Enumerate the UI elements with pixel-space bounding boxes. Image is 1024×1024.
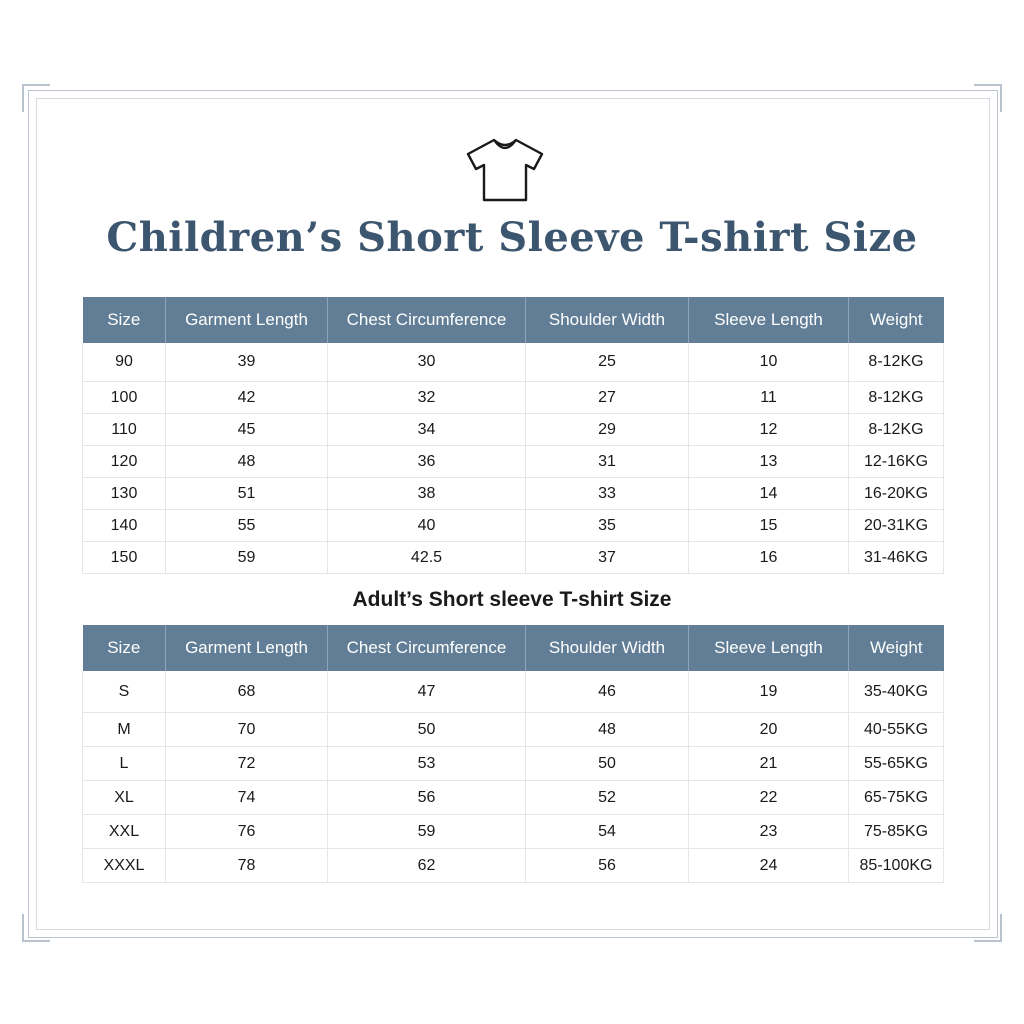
table-header-row	[83, 625, 944, 671]
table-cell: 76	[166, 815, 328, 849]
table-cell: 55-65KG	[849, 747, 944, 781]
table-cell: 140	[83, 510, 166, 542]
table-cell: 22	[689, 781, 849, 815]
table-row	[83, 446, 944, 478]
corner-ornament-top-right	[974, 84, 1002, 112]
table-cell: 46	[526, 671, 689, 713]
table-cell: 35-40KG	[849, 671, 944, 713]
table-cell: 15	[689, 510, 849, 542]
table-cell: 25	[526, 343, 689, 382]
table-cell: 70	[166, 713, 328, 747]
table-cell: 27	[526, 382, 689, 414]
table-cell: 90	[83, 343, 166, 382]
table-cell: 24	[689, 849, 849, 883]
table-row	[83, 671, 944, 713]
column-header: Weight	[849, 625, 944, 671]
table-cell: 110	[83, 414, 166, 446]
section-subtitle: Adult’s Short sleeve T-shirt Size	[352, 588, 672, 611]
table-cell: 33	[526, 478, 689, 510]
table-cell: 75-85KG	[849, 815, 944, 849]
table-cell: 34	[328, 414, 526, 446]
page-title: Children’s Short Sleeve T-shirt Size	[106, 214, 918, 261]
table-cell: 59	[166, 542, 328, 574]
table-row	[83, 343, 944, 382]
children-size-table	[82, 297, 944, 574]
column-header: Sleeve Length	[689, 625, 849, 671]
table-cell: 36	[328, 446, 526, 478]
column-header: Chest Circumference	[328, 625, 526, 671]
table-cell: 120	[83, 446, 166, 478]
table-row	[83, 815, 944, 849]
table-cell: 50	[526, 747, 689, 781]
table-cell: 40-55KG	[849, 713, 944, 747]
table-cell: 150	[83, 542, 166, 574]
table-cell: 130	[83, 478, 166, 510]
table-cell: 16	[689, 542, 849, 574]
table-cell: 12	[689, 414, 849, 446]
table-cell: 31-46KG	[849, 542, 944, 574]
table-cell: 20-31KG	[849, 510, 944, 542]
table-cell: 56	[526, 849, 689, 883]
table-row	[83, 478, 944, 510]
table-cell: XL	[83, 781, 166, 815]
table-cell: 48	[166, 446, 328, 478]
table-cell: 8-12KG	[849, 382, 944, 414]
table-cell: 12-16KG	[849, 446, 944, 478]
corner-ornament-bottom-left	[22, 914, 50, 942]
table-cell: L	[83, 747, 166, 781]
column-header: Garment Length	[166, 625, 328, 671]
table-cell: 59	[328, 815, 526, 849]
table-cell: 11	[689, 382, 849, 414]
table-row	[83, 542, 944, 574]
adult-size-table	[82, 625, 944, 883]
table-cell: 8-12KG	[849, 414, 944, 446]
table-cell: 39	[166, 343, 328, 382]
table-cell: 51	[166, 478, 328, 510]
corner-ornament-top-left	[22, 84, 50, 112]
table-cell: 14	[689, 478, 849, 510]
table-cell: 45	[166, 414, 328, 446]
column-header: Size	[83, 297, 166, 343]
column-header: Shoulder Width	[526, 297, 689, 343]
table-cell: 52	[526, 781, 689, 815]
table-cell: 21	[689, 747, 849, 781]
table-cell: 100	[83, 382, 166, 414]
table-cell: 23	[689, 815, 849, 849]
table-cell: 53	[328, 747, 526, 781]
table-cell: 19	[689, 671, 849, 713]
table-cell: 38	[328, 478, 526, 510]
table-cell: M	[83, 713, 166, 747]
column-header: Size	[83, 625, 166, 671]
table-cell: 65-75KG	[849, 781, 944, 815]
table-cell: 78	[166, 849, 328, 883]
table-row	[83, 510, 944, 542]
table-cell: 13	[689, 446, 849, 478]
table-cell: 74	[166, 781, 328, 815]
tshirt-icon	[464, 136, 546, 204]
table-cell: 48	[526, 713, 689, 747]
corner-ornament-bottom-right	[974, 914, 1002, 942]
table-row	[83, 414, 944, 446]
table-row	[83, 849, 944, 883]
table-cell: 72	[166, 747, 328, 781]
table-row	[83, 781, 944, 815]
table-row	[83, 747, 944, 781]
table-cell: 32	[328, 382, 526, 414]
table-cell: 54	[526, 815, 689, 849]
column-header: Weight	[849, 297, 944, 343]
table-row	[83, 713, 944, 747]
table-cell: 29	[526, 414, 689, 446]
table-cell: XXXL	[83, 849, 166, 883]
column-header: Shoulder Width	[526, 625, 689, 671]
table-cell: 31	[526, 446, 689, 478]
table-cell: 16-20KG	[849, 478, 944, 510]
table-cell: 56	[328, 781, 526, 815]
table-cell: 85-100KG	[849, 849, 944, 883]
table-row	[83, 382, 944, 414]
column-header: Chest Circumference	[328, 297, 526, 343]
table-cell: 8-12KG	[849, 343, 944, 382]
table-cell: 42	[166, 382, 328, 414]
table-cell: 68	[166, 671, 328, 713]
table-cell: 20	[689, 713, 849, 747]
table-header-row	[83, 297, 944, 343]
table-cell: 30	[328, 343, 526, 382]
table-cell: 55	[166, 510, 328, 542]
table-cell: 62	[328, 849, 526, 883]
table-cell: XXL	[83, 815, 166, 849]
table-cell: 50	[328, 713, 526, 747]
table-cell: 47	[328, 671, 526, 713]
table-cell: S	[83, 671, 166, 713]
table-cell: 42.5	[328, 542, 526, 574]
column-header: Garment Length	[166, 297, 328, 343]
table-cell: 37	[526, 542, 689, 574]
column-header: Sleeve Length	[689, 297, 849, 343]
table-cell: 40	[328, 510, 526, 542]
table-cell: 35	[526, 510, 689, 542]
table-cell: 10	[689, 343, 849, 382]
